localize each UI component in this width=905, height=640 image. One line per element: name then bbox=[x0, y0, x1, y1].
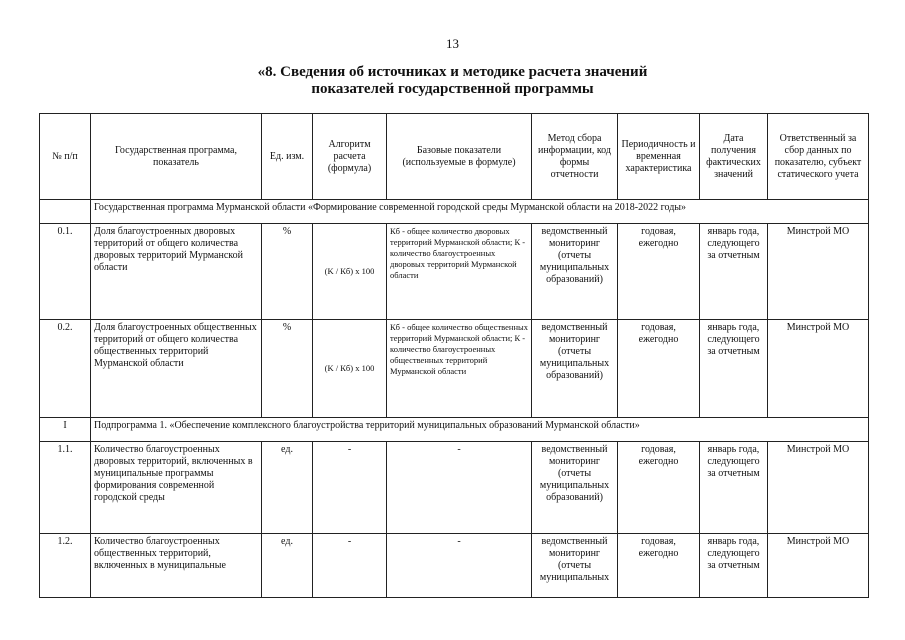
row-num: 1.2. bbox=[40, 534, 91, 598]
row-period: годовая, ежегодно bbox=[618, 442, 700, 534]
row-name: Количество благоустроенных общественных территорий, включенных в муниципальные bbox=[91, 534, 262, 598]
row-period: годовая, ежегодно bbox=[618, 224, 700, 320]
row-method: ведомственный мониторинг (отчеты муниципальных образований) bbox=[532, 224, 618, 320]
table-row bbox=[40, 320, 869, 418]
table-header-row bbox=[40, 114, 869, 200]
row-base: - bbox=[387, 534, 532, 598]
row-name: Доля благоустроенных общественных территорий от общего количества общественных территорий Мурманской области bbox=[91, 320, 262, 418]
header-formula: Алгоритм расчета (формула) bbox=[313, 114, 387, 200]
table-row bbox=[40, 534, 869, 598]
row-method: ведомственный мониторинг (отчеты муниципальных образований) bbox=[532, 442, 618, 534]
row-period: годовая, ежегодно bbox=[618, 320, 700, 418]
program-row-title: Государственная программа Мурманской области «Формирование современной городской среды Мурманской области на 2018-2022 годы» bbox=[91, 200, 869, 224]
subprogram-num: I bbox=[40, 418, 91, 442]
row-date: январь года, следующего за отчетным bbox=[700, 534, 768, 598]
header-method: Метод сбора информации, код формы отчетности bbox=[532, 114, 618, 200]
row-num: 0.2. bbox=[40, 320, 91, 418]
row-method: ведомственный мониторинг (отчеты муниципальных образований) bbox=[532, 320, 618, 418]
row-name: Количество благоустроенных дворовых территорий, включенных в муниципальные программы формирования современной городской среды bbox=[91, 442, 262, 534]
row-responsible: Минстрой МО bbox=[768, 534, 869, 598]
table-row bbox=[40, 442, 869, 534]
row-responsible: Минстрой МО bbox=[768, 224, 869, 320]
row-formula: - bbox=[313, 442, 387, 534]
row-formula: (K / Кб) х 100 bbox=[313, 320, 387, 418]
row-name: Доля благоустроенных дворовых территорий от общего количества дворовых территорий Мурманской области bbox=[91, 224, 262, 320]
row-unit: % bbox=[262, 320, 313, 418]
row-responsible: Минстрой МО bbox=[768, 320, 869, 418]
program-row bbox=[40, 200, 869, 224]
row-formula: (K / Кб) х 100 bbox=[313, 224, 387, 320]
header-period: Периодичность и временная характеристика bbox=[618, 114, 700, 200]
subprogram-row bbox=[40, 418, 869, 442]
document-title-line-2: показателей государственной программы bbox=[311, 81, 594, 97]
row-unit: % bbox=[262, 224, 313, 320]
table-row bbox=[40, 224, 869, 320]
header-unit: Ед. изм. bbox=[262, 114, 313, 200]
table-viewport bbox=[0, 113, 905, 600]
document-title-line-1: «8. Сведения об источниках и методике расчета значений bbox=[257, 64, 648, 80]
page-number: 13 bbox=[446, 36, 459, 51]
row-base: Кб - общее количество дворовых территорий Мурманской области; К - количество благоустроенных дворовых территорий Мурманской области bbox=[387, 224, 532, 320]
row-base: - bbox=[387, 442, 532, 534]
row-unit: ед. bbox=[262, 534, 313, 598]
row-num: 1.1. bbox=[40, 442, 91, 534]
header-responsible: Ответственный за сбор данных по показателю, субъект статического учета bbox=[768, 114, 869, 200]
header-date: Дата получения фактических значений bbox=[700, 114, 768, 200]
row-unit: ед. bbox=[262, 442, 313, 534]
document-title bbox=[0, 64, 905, 98]
row-date: январь года, следующего за отчетным bbox=[700, 442, 768, 534]
indicator-sources-table bbox=[39, 113, 869, 598]
header-base: Базовые показатели (используемые в формуле) bbox=[387, 114, 532, 200]
row-date: январь года, следующего за отчетным bbox=[700, 224, 768, 320]
subprogram-title: Подпрограмма 1. «Обеспечение комплексного благоустройства территорий муниципальных образований Мурманской области» bbox=[91, 418, 869, 442]
row-num: 0.1. bbox=[40, 224, 91, 320]
header-program: Государственная программа, показатель bbox=[91, 114, 262, 200]
row-base: Кб - общее количество общественных территорий Мурманской области; К - количество благоустроенных общественных территорий Мурманской области bbox=[387, 320, 532, 418]
header-num: № п/п bbox=[40, 114, 91, 200]
program-row-num bbox=[40, 200, 91, 224]
row-responsible: Минстрой МО bbox=[768, 442, 869, 534]
row-method: ведомственный мониторинг (отчеты муниципальных bbox=[532, 534, 618, 598]
row-period: годовая, ежегодно bbox=[618, 534, 700, 598]
row-formula: - bbox=[313, 534, 387, 598]
row-date: январь года, следующего за отчетным bbox=[700, 320, 768, 418]
